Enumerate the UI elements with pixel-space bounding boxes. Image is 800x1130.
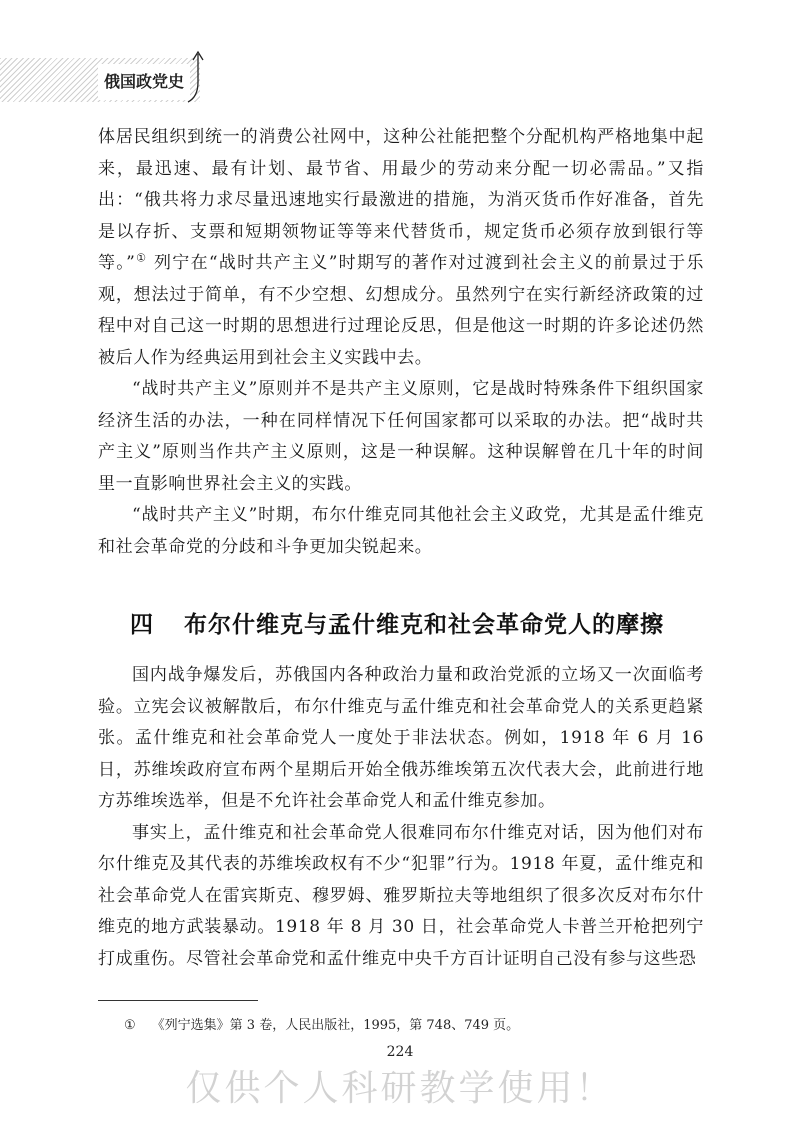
running-title: 俄国政党史	[98, 64, 190, 100]
section-number: 四	[130, 611, 154, 638]
footnote	[124, 1016, 704, 1036]
up-arrow-icon	[184, 48, 208, 108]
body-text-top	[98, 122, 704, 563]
footnote-reference[interactable]: ①	[135, 251, 148, 265]
footnote-mark: ①	[124, 1018, 136, 1033]
paragraph: 体居民组织到统一的消费公社网中，这种公社能把整个分配机构严格地集中起来，最迅速、最有计划、最节省、用最少的劳动来分配一切必需品。”又指出：“俄共将力求尽量迅速地实行最激进的措施，为消灭货币作好准备，首先是以存折、支票和短期领物证等等来代替货币，规定货币必须存放到银行等等。”① 列宁在“战时共产主义”时期写的著作对过渡到社会主义的前景过于乐观，想法过于简单，有不少空想、幻想成分。虽然列宁在实行新经济政策的过程中对自己这一时期的思想进行过理论反思，但是他这一时期的许多论述仍然被后人作为经典运用到社会主义实践中去。	[98, 127, 705, 368]
paragraph: 国内战争爆发后，苏俄国内各种政治力量和政治党派的立场又一次面临考验。立宪会议被解散后，布尔什维克与孟什维克和社会革命党人的关系更趋紧张。孟什维克和社会革命党人一度处于非法状态。例如，1918 年 6 月 16 日，苏维埃政府宣布两个星期后开始全俄苏维埃第五次代表大会，此前进行地方苏维埃选举，但是不允许社会革命党人和孟什维克参加。	[98, 665, 704, 811]
section-title: 布尔什维克与孟什维克和社会革命党人的摩擦	[184, 611, 664, 638]
watermark: 仅供个人科研教学使用！	[185, 1068, 615, 1109]
footnote-divider	[98, 1000, 258, 1001]
page-number: 224	[386, 1044, 414, 1060]
paragraph: “战时共产主义”原则并不是共产主义原则，它是战时特殊条件下组织国家经济生活的办法，一种在同样情况下任何国家都可以采取的办法。把“战时共产主义”原则当作共产主义原则，这是一种误解。这种误解曾在几十年的时间里一直影响世界社会主义的实践。	[98, 379, 704, 494]
paragraph: 事实上，孟什维克和社会革命党人很难同布尔什维克对话，因为他们对布尔什维克及其代表的苏维埃政权有不少“犯罪”行为。1918 年夏，孟什维克和社会革命党人在雷宾斯克、穆罗姆、雅罗斯拉夫等地组织了很多次反对布尔什维克的地方武装暴动。1918 年 8 月 30 日，社会革命党人卡普兰开枪把列宁打成重伤。尽管社会革命党和孟什维克中央千方百计证明自己没有参与这些恐	[98, 822, 704, 969]
body-text-bottom	[98, 660, 704, 975]
footnote-text: 《列宁选集》第 3 卷，人民出版社，1995，第 748、749 页。	[151, 1018, 520, 1033]
paragraph: “战时共产主义”时期，布尔什维克同其他社会主义政党，尤其是孟什维克和社会革命党的分歧和斗争更加尖锐起来。	[98, 505, 704, 557]
section-heading	[130, 606, 730, 639]
